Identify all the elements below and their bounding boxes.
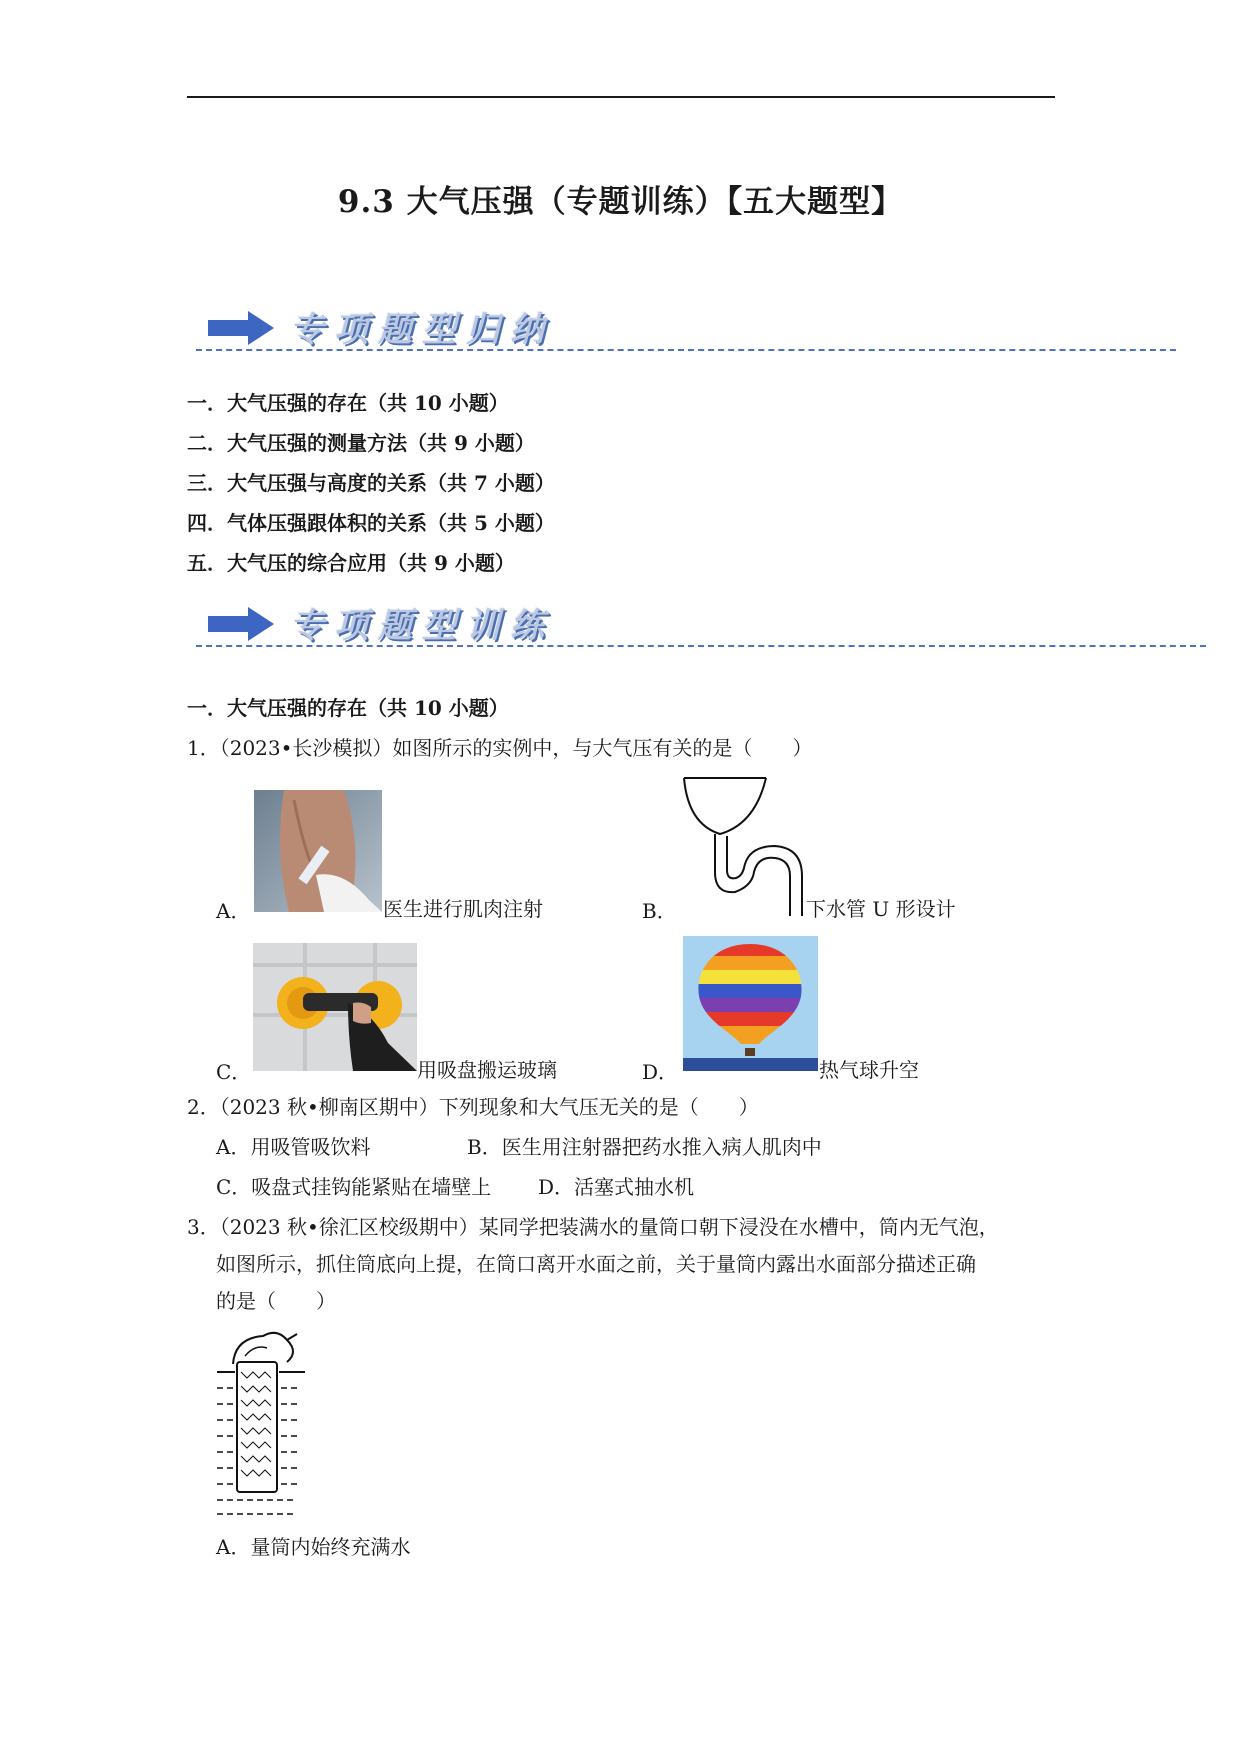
injection-photo	[254, 790, 382, 912]
q3-stem-line-3: 的是（ ）	[216, 1289, 336, 1313]
banner-divider	[196, 645, 1206, 647]
suction-cup-photo	[253, 943, 417, 1071]
cylinder-in-water-diagram	[215, 1326, 315, 1518]
q2-option-d: D．活塞式抽水机	[538, 1175, 695, 1199]
q2-option-c: C．吸盘式挂钩能紧贴在墙壁上	[216, 1175, 492, 1199]
q1-option-d-letter: D．	[642, 1060, 679, 1084]
arrow-right-icon	[208, 311, 274, 345]
summary-item-4: 四．气体压强跟体积的关系（共 5 小题）	[187, 511, 555, 535]
banner-training-text: 专项题型训练	[290, 606, 554, 646]
q1-option-b-text: 下水管 U 形设计	[806, 897, 956, 921]
u-drain-pipe-diagram	[680, 776, 805, 916]
q1-option-c-letter: C．	[216, 1060, 252, 1084]
top-rule	[187, 96, 1055, 98]
q1-option-b-letter: B．	[642, 899, 677, 923]
hot-air-balloon-photo	[683, 936, 818, 1071]
section-heading: 一．大气压强的存在（共 10 小题）	[187, 696, 509, 720]
summary-item-5: 五．大气压的综合应用（共 9 小题）	[187, 551, 515, 575]
summary-item-2: 二．大气压强的测量方法（共 9 小题）	[187, 431, 535, 455]
q2-stem: 2．（2023 秋•柳南区期中）下列现象和大气压无关的是（ ）	[187, 1095, 759, 1119]
banner-summary	[208, 300, 1188, 360]
q1-option-c-text: 用吸盘搬运玻璃	[417, 1058, 557, 1082]
q2-option-b: B．医生用注射器把药水推入病人肌肉中	[467, 1135, 822, 1159]
q1-stem: 1．（2023•长沙模拟）如图所示的实例中，与大气压有关的是（ ）	[187, 736, 813, 760]
banner-training	[208, 596, 1208, 656]
q3-stem-line-2: 如图所示，抓住筒底向上提，在筒口离开水面之前，关于量筒内露出水面部分描述正确	[216, 1252, 976, 1276]
summary-item-3: 三．大气压强与高度的关系（共 7 小题）	[187, 471, 555, 495]
arrow-right-icon	[208, 607, 274, 641]
q1-option-a-text: 医生进行肌肉注射	[383, 897, 543, 921]
q3-option-a: A．量筒内始终充满水	[216, 1535, 411, 1559]
banner-summary-text: 专项题型归纳	[290, 310, 554, 350]
q2-option-a: A．用吸管吸饮料	[216, 1135, 371, 1159]
q1-option-a-letter: A．	[216, 899, 251, 923]
banner-divider	[196, 349, 1176, 351]
q1-option-d-text: 热气球升空	[819, 1058, 919, 1082]
page-title: 9.3 大气压强（专题训练）【五大题型】	[337, 184, 904, 220]
summary-item-1: 一．大气压强的存在（共 10 小题）	[187, 391, 509, 415]
q3-stem-line-1: 3．（2023 秋•徐汇区校级期中）某同学把装满水的量筒口朝下浸没在水槽中，筒内无气泡，	[187, 1215, 999, 1239]
